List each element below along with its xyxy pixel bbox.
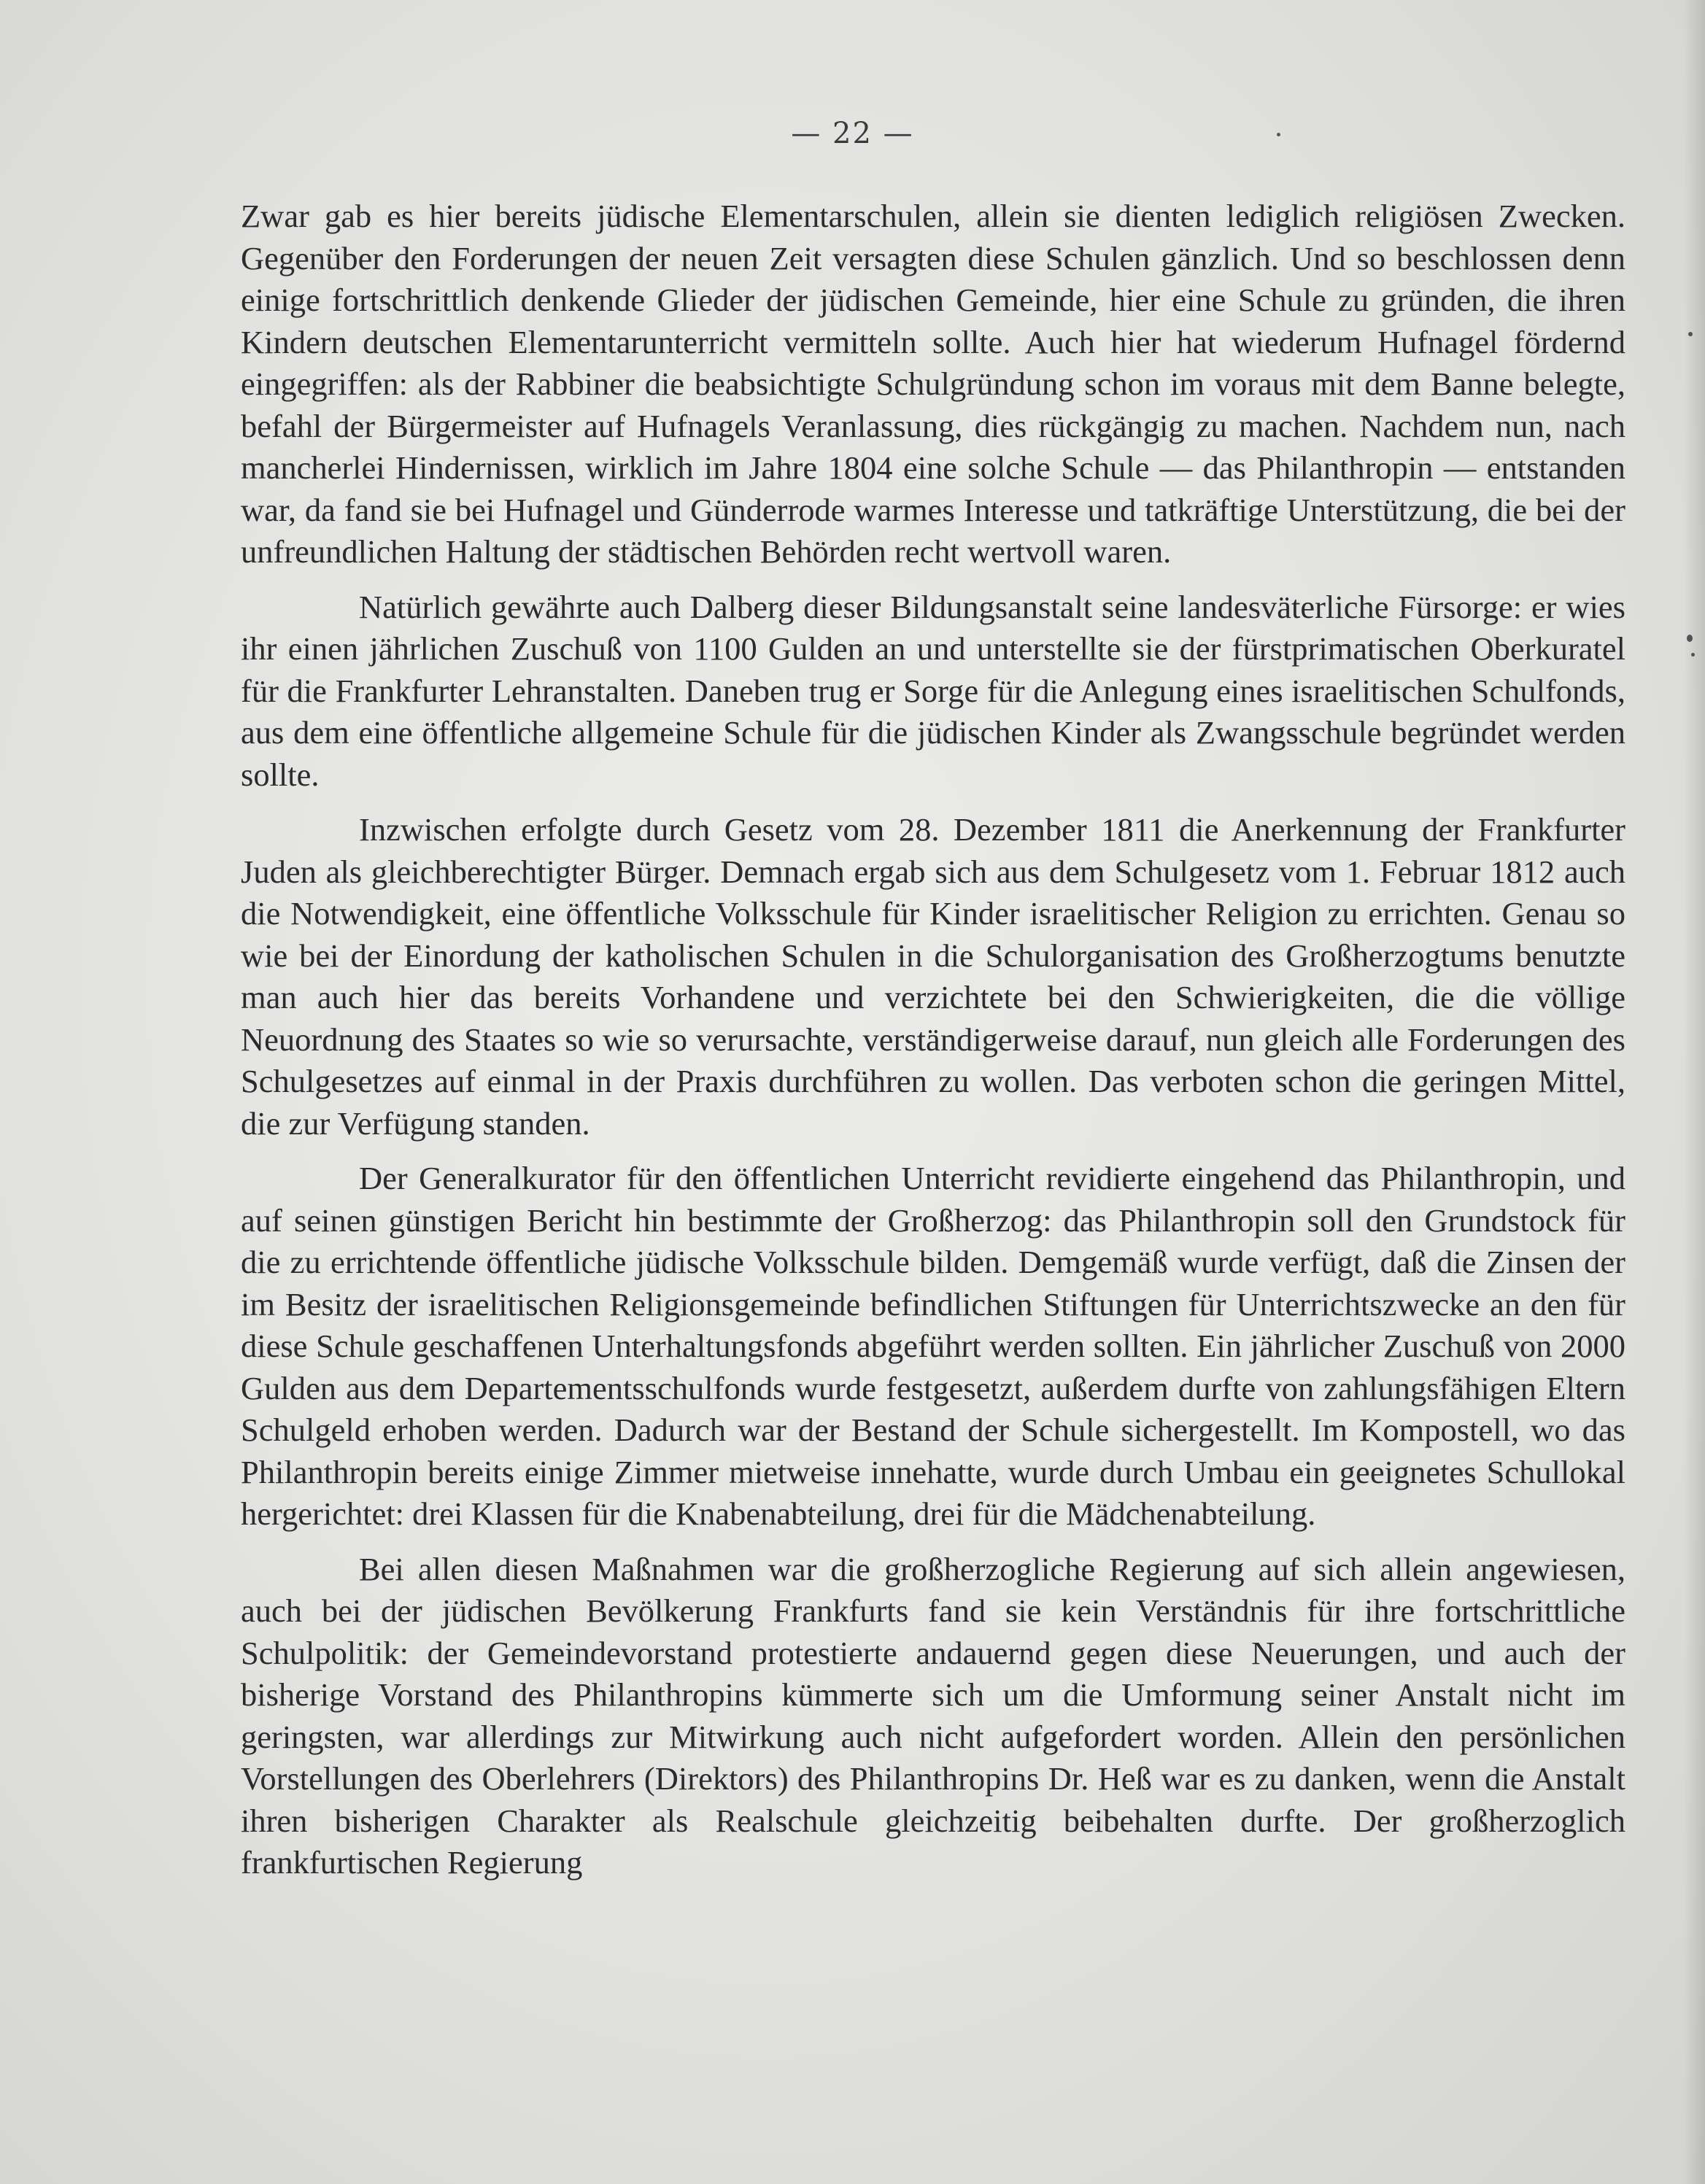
paragraph-1: Zwar gab es hier bereits jüdische Elementarschulen, allein sie dienten lediglich religiösen Zwecken. Gegenüber den Forderungen der neuen Zeit versagten diese Schulen gänzlich. Und so beschlossen denn einige fortschrittlich denkende Glieder der jüdischen Gemeinde, hier eine Schule zu gründen, die ihren Kindern deutschen Elementarunterricht vermitteln sollte. Auch hier hat wiederum Hufnagel fördernd eingegriffen: als der Rabbiner die beabsichtigte Schulgründung schon im voraus mit dem Banne belegte, befahl der Bürgermeister auf Hufnagels Veranlassung, dies rückgängig zu machen. Nachdem nun, nach mancherlei Hindernissen, wirklich im Jahre 1804 eine solche Schule — das Philanthropin — entstanden war, da fand sie bei Hufnagel und Günderrode warmes Interesse und tatkräftige Unterstützung, die bei der unfreundlichen Haltung der städtischen Behörden recht wertvoll waren. bbox=[241, 198, 1625, 570]
paragraph-5: Bei allen diesen Maßnahmen war die großherzogliche Regierung auf sich allein angewiesen, auch bei der jüdischen Bevölkerung Frankfurts fand sie kein Verständnis für ihre fortschrittliche Schulpolitik: der Gemeindevorstand protestierte andauernd gegen diese Neuerungen, und auch der bisherige Vorstand des Philanthropins kümmerte sich um die Umformung seiner Anstalt nicht im geringsten, war allerdings zur Mitwirkung auch nicht aufgefordert worden. Allein den persönlichen Vorstellungen des Oberlehrers (Direktors) des Philanthropins Dr. Heß war es zu danken, wenn die Anstalt ihren bisherigen Charakter als Realschule gleichzeitig beibehalten durfte. Der großherzoglich frankfurtischen Regierung bbox=[241, 1550, 1625, 1881]
scan-speck bbox=[1277, 133, 1280, 136]
paragraph-4: Der Generalkurator für den öffentlichen Unterricht revidierte eingehend das Philanthropin, und auf seinen günstigen Bericht hin bestimmte der Großherzog: das Philanthropin soll den Grundstock für die zu errichtende öffentliche jüdische Volksschule bilden. Demgemäß wurde verfügt, daß die Zinsen der im Besitz der israelitischen Religionsgemeinde befindlichen Stiftungen für Unterrichtszwecke an den für diese Schule geschaffenen Unterhaltungsfonds abgeführt werden sollten. Ein jährlicher Zuschuß von 2000 Gulden aus dem Departementsschulfonds wurde festgesetzt, außerdem durfte von zahlungsfähigen Eltern Schulgeld erhoben werden. Dadurch war der Bestand der Schule sichergestellt. Im Kompostell, wo das Philanthropin bereits einige Zimmer mietweise innehatte, wurde durch Umbau ein geeignetes Schullokal hergerichtet: drei Klassen für die Knabenabteilung, drei für die Mädchenabteilung. bbox=[241, 1160, 1625, 1532]
paragraph-3: Inzwischen erfolgte durch Gesetz vom 28. Dezember 1811 die Anerkennung der Frankfurter Juden als gleichberechtigter Bürger. Demnach ergab sich aus dem Schulgesetz vom 1. Februar 1812 auch die Notwendigkeit, eine öffentliche Volksschule für Kinder israelitischer Religion zu errichten. Genau so wie bei der Einordung der katholischen Schulen in die Schulorganisation des Großherzogtums benutzte man auch hier das bereits Vorhandene und verzichtete bei den Schwierigkeiten, die die völlige Neuordnung des Staates so wie so verursachte, verständigerweise darauf, nun gleich alle Forderungen des Schulgesetzes auf einmal in der Praxis durchführen zu wollen. Das verboten schon die geringen Mittel, die zur Verfügung standen. bbox=[241, 811, 1625, 1142]
page-edge-shadow bbox=[1683, 0, 1705, 2184]
paragraph-2: Natürlich gewährte auch Dalberg dieser Bildungsanstalt seine landesväterliche Fürsorge: er wies ihr einen jährlichen Zuschuß von 1100 Gulden an und unterstellte sie der fürstprimatischen Oberkuratel für die Frankfurter Lehranstalten. Daneben trug er Sorge für die Anlegung eines israelitischen Schulfonds, aus dem eine öffentliche allgemeine Schule für die jüdischen Kinder als Zwangsschule begründet werden sollte. bbox=[241, 588, 1625, 793]
page-number: — 22 — bbox=[791, 117, 914, 150]
body-text bbox=[241, 195, 1625, 1897]
